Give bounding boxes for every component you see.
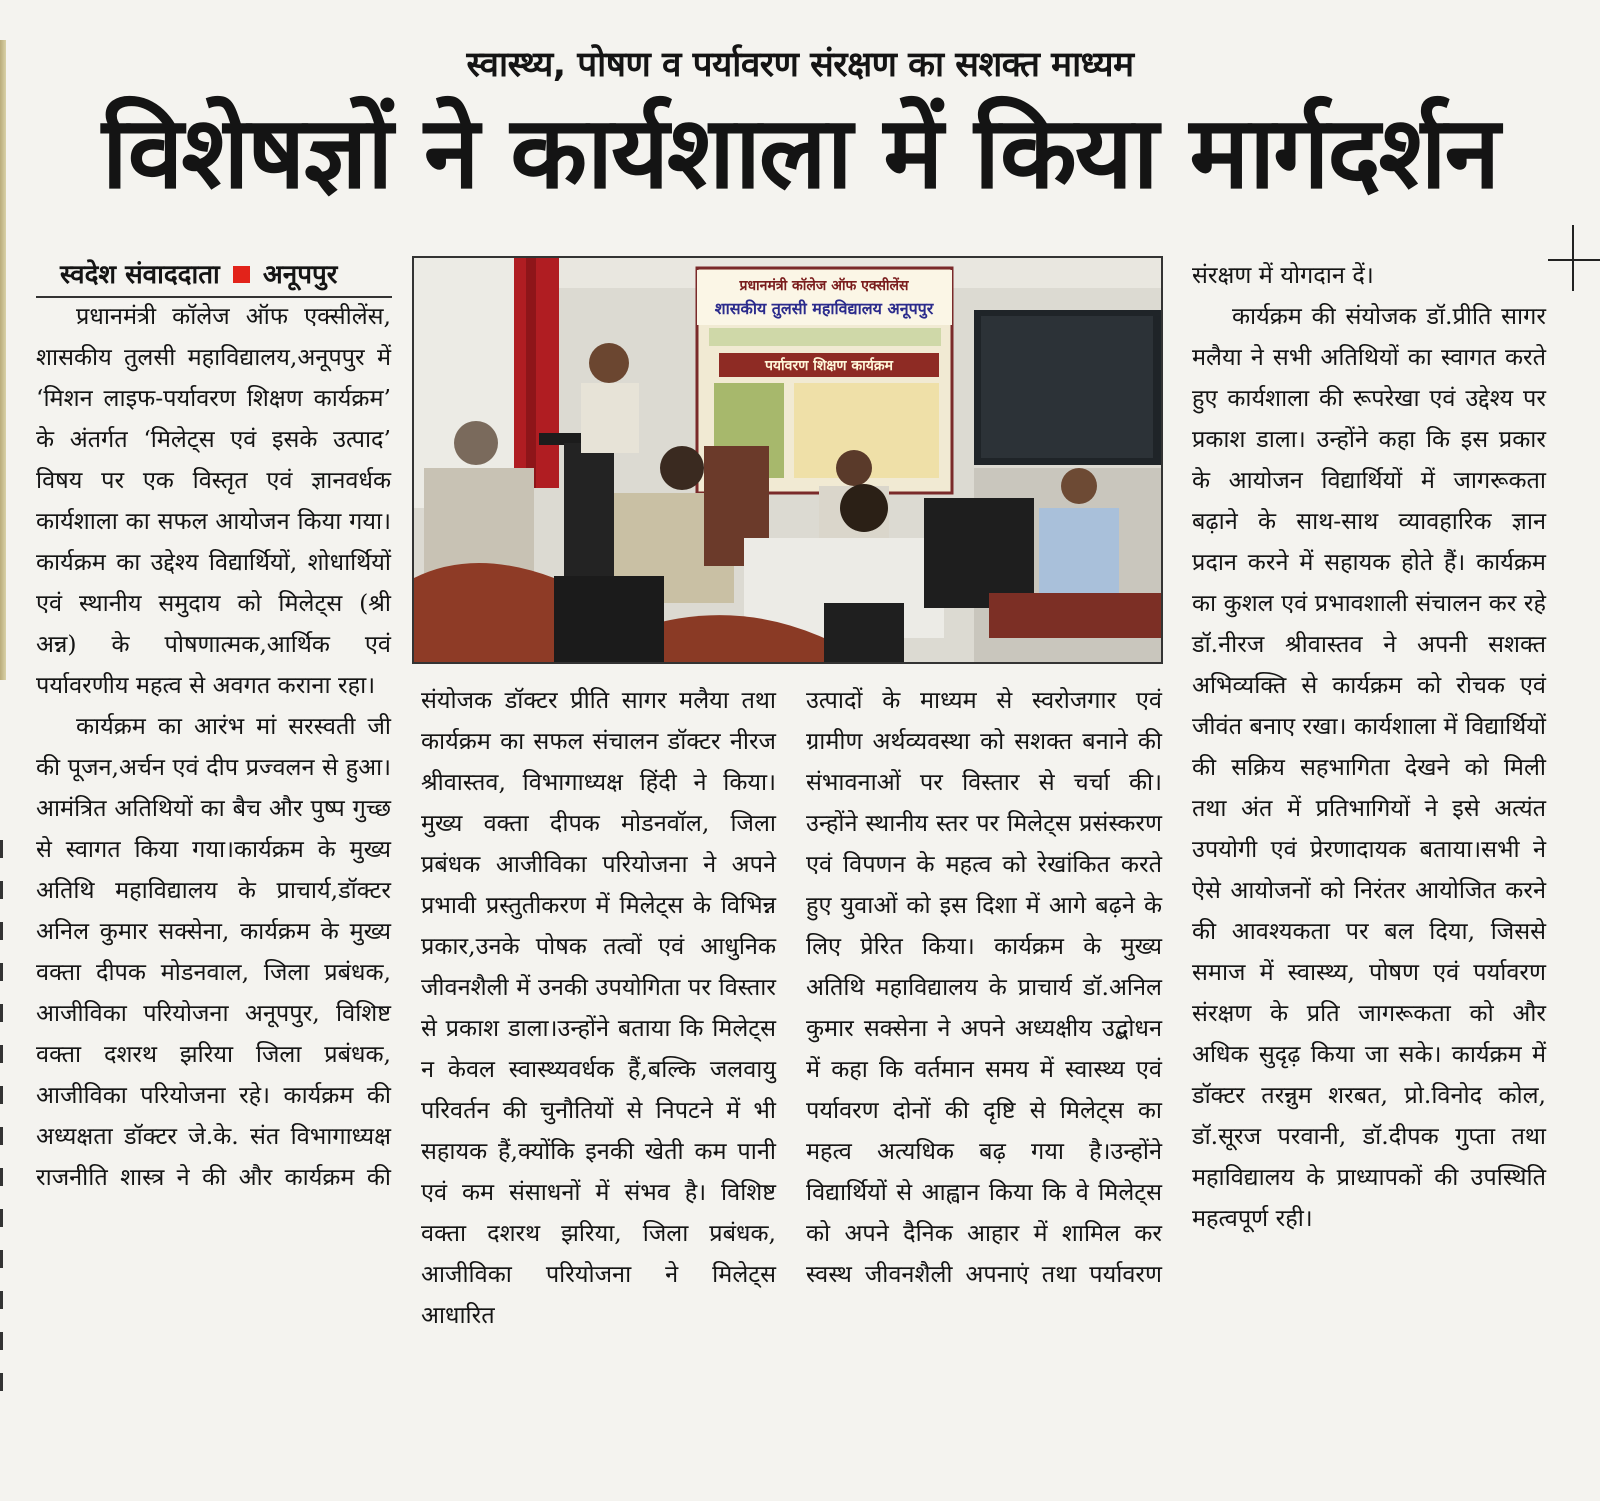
byline	[60, 255, 390, 295]
crop-mark	[1548, 259, 1600, 261]
byline-place: अनूपपुर	[262, 260, 338, 290]
banner-line: शासकीय तुलसी महाविद्यालय अनूपपुर	[714, 299, 934, 318]
crop-mark	[1572, 225, 1574, 291]
paragraph: उत्पादों के माध्यम से स्वरोजगार एवं ग्रामीण अर्थव्यवस्था को सशक्त बनाने की संभावनाओं पर विस्तार से चर्चा की। उन्होंने स्थानीय स्तर पर मिलेट्स प्रसंस्करण एवं विपणन के महत्व को रेखांकित करते हुए युवाओं को इस दिशा में आगे बढ़ने के लिए प्रेरित किया। कार्यक्रम के मुख्य अतिथि महाविद्यालय के प्राचार्य डॉ.अनिल कुमार सक्सेना ने अपने अध्यक्षीय उद्बोधन में कहा कि वर्तमान समय में स्वास्थ्य एवं पर्यावरण दोनों की दृष्टि से मिलेट्स का महत्व अत्यधिक बढ़ गया है।उन्होंने विद्यार्थियों से आह्वान किया कि वे मिलेट्स को अपने दैनिक आहार में शामिल कर स्वस्थ जीवनशैली अपनाएं तथा पर्यावरण	[806, 686, 1162, 1288]
paragraph: प्रधानमंत्री कॉलेज ऑफ एक्सीलेंस, शासकीय तुलसी महाविद्यालय,अनूपपुर में ‘मिशन लाइफ-पर्यावरण शिक्षण कार्यक्रम’ के अंतर्गत ‘मिलेट्स एवं इसके उत्पाद’ विषय पर एक विस्तृत एवं ज्ञानवर्धक कार्यशाला का सफल आयोजन किया गया। कार्यक्रम का उद्देश्य विद्यार्थियों, शोधार्थियों एवं स्थानीय समुदाय को मिलेट्स (श्री अन्न) के पोषणात्मक,आर्थिक एवं पर्यावरणीय महत्व से अवगत कराना रहा।	[36, 302, 391, 699]
paragraph: कार्यक्रम की संयोजक डॉ.प्रीति सागर मलैया ने सभी अतिथियों का स्वागत करते हुए कार्यशाला की रूपरेखा एवं उद्देश्य पर प्रकाश डाला। उन्होंने कहा कि इस प्रकार के आयोजन विद्यार्थियों में जागरूकता बढ़ाने के साथ-साथ व्यावहारिक ज्ञान प्रदान करने में सहायक होते हैं। कार्यक्रम का कुशल एवं प्रभावशाली संचालन कर रहे डॉ.नीरज श्रीवास्तव ने अपनी सशक्त अभिव्यक्ति से कार्यक्रम को रोचक एवं जीवंत बनाए रखा। कार्यशाला में विद्यार्थियों की सक्रिय सहभागिता देखने को मिली तथा अंत में प्रतिभागियों ने इसे अत्यंत उपयोगी एवं प्रेरणादायक बताया।सभी ने ऐसे आयोजनों को निरंतर आयोजित करने की आवश्यकता पर बल दिया, जिससे समाज में स्वास्थ्य, पोषण एवं पर्यावरण संरक्षण के प्रति जागरूकता को और अधिक सुदृढ़ किया जा सके। कार्यक्रम में डॉक्टर तरन्नुम शरबत, प्रो.विनोद कोल, डॉ.सूरज परवानी, डॉ.दीपक गुप्ता तथा महाविद्यालय के प्राध्यापकों की उपस्थिति महत्वपूर्ण रही।	[1192, 302, 1546, 1232]
article-column-4	[1192, 255, 1546, 1239]
paragraph: कार्यक्रम का आरंभ मां सरस्वती जी की पूजन,अर्चन एवं दीप प्रज्वलन से हुआ। आमंत्रित अतिथियों का बैच और पुष्प गुच्छ से स्वागत किया गया।कार्यक्रम के मुख्य अतिथि महाविद्यालय के प्राचार्य,डॉक्टर अनिल कुमार सक्सेना, कार्यक्रम के मुख्य वक्ता दीपक मोडनवाल, जिला प्रबंधक, आजीविका परियोजना अनूपपुर, विशिष्ट वक्ता दशरथ झरिया जिला प्रबंधक, आजीविका परियोजना रहे। कार्यक्रम की अध्यक्षता डॉक्टर जे.के. संत विभागाध्यक्ष राजनीति शास्त्र ने की और कार्यक्रम की	[36, 712, 391, 1191]
kicker-headline: स्वास्थ्य, पोषण व पर्यावरण संरक्षण का सशक्त माध्यम	[466, 45, 1134, 85]
event-photo	[412, 256, 1163, 664]
byline-reporter: स्वदेश संवाददाता	[60, 260, 220, 290]
main-headline: विशेषज्ञों ने कार्यशाला में किया मार्गदर्शन	[101, 94, 1499, 211]
banner-line: प्रधानमंत्री कॉलेज ऑफ एक्सीलेंस	[739, 278, 909, 294]
red-square-icon	[233, 266, 250, 283]
banner-line: पर्यावरण शिक्षण कार्यक्रम	[764, 358, 894, 374]
paragraph: संरक्षण में योगदान दें।	[1192, 261, 1374, 289]
paragraph: संयोजक डॉक्टर प्रीति सागर मलैया तथा कार्यक्रम का सफल संचालन डॉक्टर नीरज श्रीवास्तव, विभागाध्यक्ष हिंदी ने किया। मुख्य वक्ता दीपक मोडनवॉल, जिला प्रबंधक आजीविका परियोजना ने अपने प्रभावी प्रस्तुतीकरण में मिलेट्स के विभिन्न प्रकार,उनके पोषक तत्वों एवं आधुनिक जीवनशैली में उनकी उपयोगिता पर विस्तार से प्रकाश डाला।उन्होंने बताया कि मिलेट्स न केवल स्वास्थ्यवर्धक हैं,बल्कि जलवायु परिवर्तन की चुनौतियों से निपटने में भी सहायक हैं,क्योंकि इनकी खेती कम पानी एवं कम संसाधनों में संभव है। विशिष्ट वक्ता दशरथ झरिया, जिला प्रबंधक, आजीविका परियोजना ने मिलेट्स आधारित	[421, 686, 776, 1329]
article-column-3	[806, 680, 1162, 1295]
article-column-1	[36, 296, 391, 1198]
adjacent-column-fragments	[0, 840, 10, 1414]
article-column-2	[421, 680, 776, 1336]
